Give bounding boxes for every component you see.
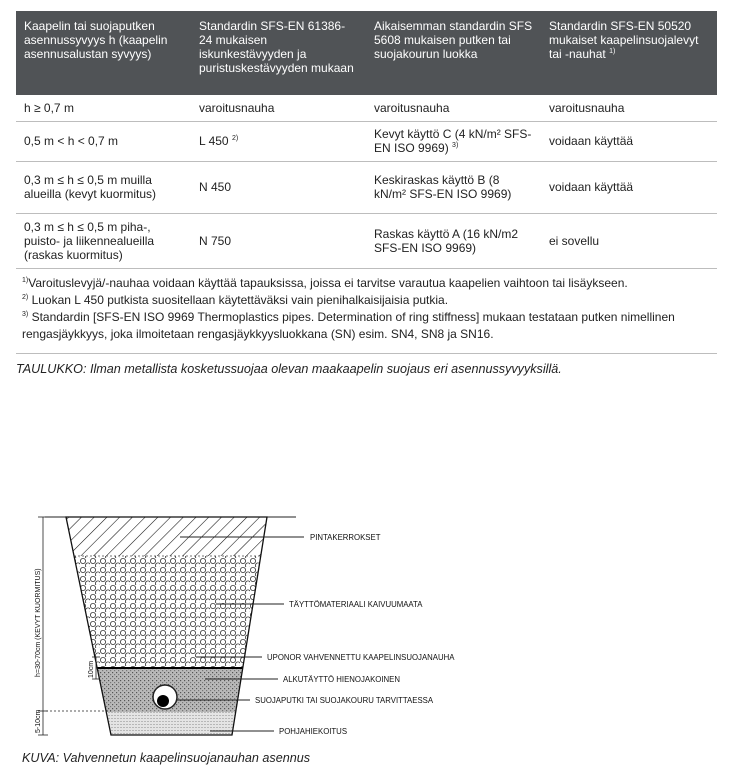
dimension-depth: h=30-70cm (KEVYT KUORMITUS) <box>35 568 42 677</box>
cell-protection-tape: varoitusnauha <box>541 95 717 121</box>
figure-caption: KUVA: Vahvennetun kaapelinsuojanauhan asennus <box>22 751 311 765</box>
dimension-ten-cm: 10cm <box>88 660 95 678</box>
header-sfs-5608: Aikaisemman standardin SFS 5608 mukaisen putken tai suojakourun luokka <box>366 11 541 95</box>
cell-old-class: varoitusnauha <box>366 95 541 121</box>
header-sfs-en-50520 <box>541 11 717 95</box>
cable <box>157 695 169 707</box>
trench-diagram <box>0 505 735 745</box>
cell-old-class <box>366 121 541 161</box>
footnote-text: Standardin [SFS-EN ISO 9969 Thermoplastics pipes. Determination of ring stiffness] mukaan testataan putken nimellinen rengasjäykkyys, joka ilmoitetaan rengasjäykkyysluokkana (SN) esim. SN4, SN8 ja SN16. <box>22 310 675 341</box>
table-footnotes <box>16 264 717 354</box>
cell-impact-class: N 450 <box>191 161 366 213</box>
cell-depth: 0,3 m ≤ h ≤ 0,5 m piha-, puisto- ja liikennealueilla (raskas kuormitus) <box>16 213 191 268</box>
surface-layer <box>50 517 290 556</box>
cell-old-class: Keskiraskas käyttö B (8 kN/m² SFS-EN ISO 9969) <box>366 161 541 213</box>
footnote-text: Luokan L 450 putkista suositellaan käytettäväksi vain pienihalkaisijaisia putkia. <box>31 293 449 307</box>
footnote-mark: 3) <box>22 311 29 318</box>
table-caption: TAULUKKO: Ilman metallista kosketussuojaa olevan maakaapelin suojaus eri asennussyvyyksillä. <box>16 362 562 376</box>
table-header-row <box>16 11 717 95</box>
cell-text: Kevyt käyttö C (4 kN/m² SFS-EN ISO 9969) <box>374 127 532 155</box>
label-fill: TÄYTTÖMATERIAALI KAIVUUMAATA <box>289 600 423 609</box>
protection-table <box>16 11 717 269</box>
footnote-1 <box>22 275 709 292</box>
footnote-ref: 2) <box>231 135 239 142</box>
table-row <box>16 121 717 161</box>
cell-impact-class <box>191 121 366 161</box>
footnote-mark: 1) <box>22 277 29 284</box>
footnote-3 <box>22 309 709 343</box>
cell-depth: 0,3 m ≤ h ≤ 0,5 m muilla alueilla (kevyt kuormitus) <box>16 161 191 213</box>
cell-protection-tape: voidaan käyttää <box>541 121 717 161</box>
label-surface: PINTAKERROKSET <box>310 533 381 542</box>
dimension-base: 5-10cm <box>35 709 42 733</box>
table-row <box>16 95 717 121</box>
cell-protection-tape: voidaan käyttää <box>541 161 717 213</box>
header-depth: Kaapelin tai suojaputken asennussyvyys h (kaapelin asennusalustan syvyys) <box>16 11 191 95</box>
bedding-layer <box>50 712 290 735</box>
cell-impact-class: N 750 <box>191 213 366 268</box>
label-tape: UPONOR VAHVENNETTU KAAPELINSUOJANAUHA <box>267 653 455 662</box>
cell-impact-class: varoitusnauha <box>191 95 366 121</box>
cell-old-class: Raskas käyttö A (16 kN/m2 SFS-EN ISO 9969) <box>366 213 541 268</box>
cell-text: L 450 <box>199 134 229 148</box>
cell-depth: 0,5 m < h < 0,7 m <box>16 121 191 161</box>
label-bedding: POHJAHIEKOITUS <box>279 727 348 736</box>
footnote-2 <box>22 292 709 309</box>
footnote-ref: 3) <box>452 142 459 149</box>
cell-depth: h ≥ 0,7 m <box>16 95 191 121</box>
table-row <box>16 161 717 213</box>
label-conduit: SUOJAPUTKI TAI SUOJAKOURU TARVITTAESSA <box>255 696 434 705</box>
header-sfs-en-61386: Standardin SFS-EN 61386-24 mukaisen iskunkestävyyden ja puristuskestävyyden mukaan <box>191 11 366 95</box>
footnote-ref: 1) <box>609 48 616 55</box>
label-initial-fill: ALKUTÄYTTÖ HIENOJAKOINEN <box>283 675 400 684</box>
footnote-text: Varoituslevyjä/-nauhaa voidaan käyttää tapauksissa, joissa ei tarvitse varautua kaapelien vaihtoon tai lisäykseen. <box>28 276 628 290</box>
footnote-mark: 2) <box>22 294 29 301</box>
table-row <box>16 213 717 268</box>
cell-protection-tape: ei sovellu <box>541 213 717 268</box>
header-sfs-en-50520-text: Standardin SFS-EN 50520 mukaiset kaapelinsuojalevyt tai -nauhat <box>549 19 699 61</box>
